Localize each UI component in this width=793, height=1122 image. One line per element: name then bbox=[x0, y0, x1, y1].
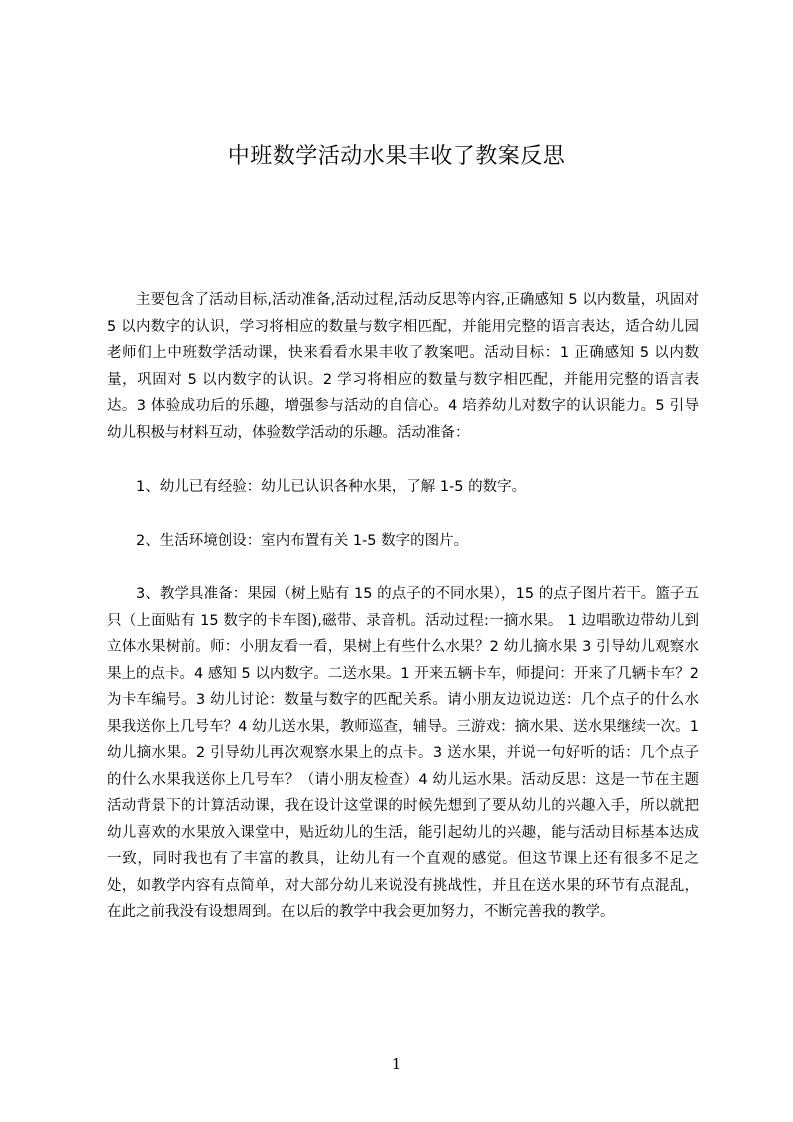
document-body bbox=[107, 287, 699, 926]
experience-paragraph: 1、幼儿已有经验：幼儿已认识各种水果，了解 1-5 的数字。 bbox=[136, 479, 527, 495]
page-number: 1 bbox=[391, 1055, 402, 1073]
document-title: 中班数学活动水果丰收了教案反思 bbox=[227, 144, 566, 169]
materials-process-reflection-paragraph: 3、教学具准备：果园（树上贴有 15 的点子的不同水果），15 的点子图片若干。篮子五只（上面贴有 15 数字的卡车图),磁带、录音机。活动过程:一摘水果。 1 边唱歌边带幼儿到立体水果树前。师：小朋友看一看，果树上有些什么水果？2 幼儿摘水果 3 引导幼儿观察水果上的点卡。4 感知 5 以内数字。二送水果。1 开来五辆卡车，师提问：开来了几辆卡车？2 为卡车编号。3 幼儿讨论：数量与数字的匹配关系。请小朋友边说边送：几个点子的什么水果我送你上几号车？4 幼儿送水果，教师巡查，辅导。三游戏：摘水果、送水果继续一次。1 幼儿摘水果。2 引导幼儿再次观察水果上的点卡。3 送水果，并说一句好听的话：几个点子的什么水果我送你上几号车？（请小朋友检查）4 幼儿运水果。活动反思：这是一节在主题活动背景下的计算活动课，我在设计这堂课的时候先想到了要从幼儿的兴趣入手，所以就把幼儿喜欢的水果放入课堂中，贴近幼儿的生活，能引起幼儿的兴趣，能与活动目标基本达成一致，同时我也有了丰富的教具，让幼儿有一个直观的感觉。但这节课上还有很多不足之处，如教学内容有点简单，对大部分幼儿来说没有挑战性，并且在送水果的环节有点混乱，在此之前我没有设想周到。在以后的教学中我会更加努力，不断完善我的教学。 bbox=[107, 586, 699, 920]
environment-paragraph: 2、生活环境创设：室内布置有关 1-5 数字的图片。 bbox=[136, 532, 469, 549]
intro-paragraph: 主要包含了活动目标,活动准备,活动过程,活动反思等内容,正确感知 5 以内数量，巩固对 5 以内数字的认识，学习将相应的数量与数字相匹配，并能用完整的语言表达，适合幼儿园老师们上中班数学活动课，快来看看水果丰收了教案吧。活动目标：1 正确感知 5 以内数量，巩固对 5 以内数字的认识。2 学习将相应的数量与数字相匹配，并能用完整的语言表达。3 体验成功后的乐趣，增强参与活动的自信心。4 培养幼儿对数字的认识能力。5 引导幼儿积极与材料互动，体验数学活动的乐趣。活动准备： bbox=[107, 292, 699, 441]
